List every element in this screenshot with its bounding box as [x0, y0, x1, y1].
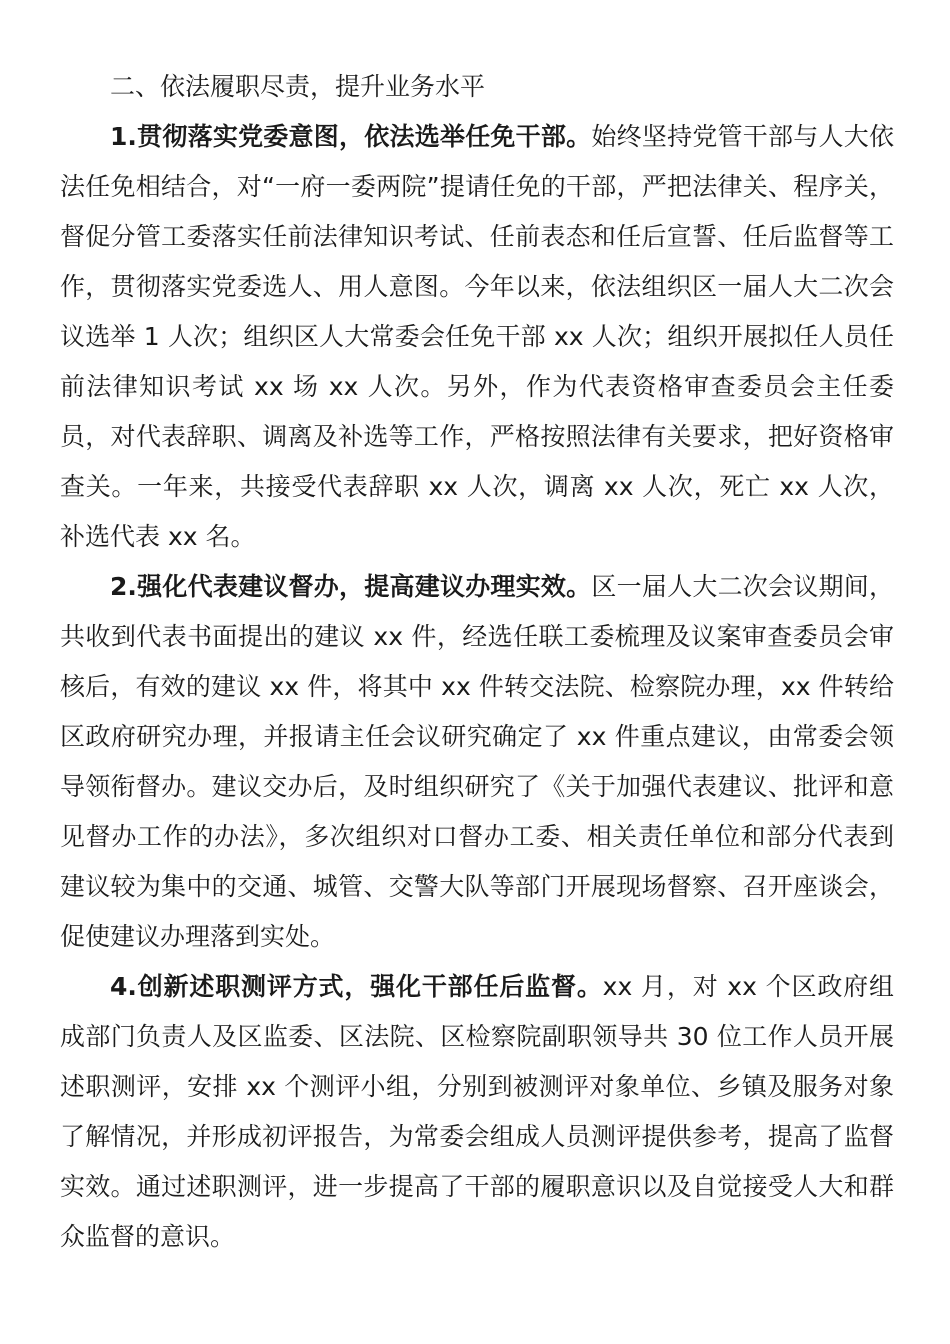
paragraph-3-lead: 4.创新述职测评方式，强化干部任后监督。: [110, 972, 603, 1001]
document-page: [60, 62, 894, 1262]
section-heading: 二、依法履职尽责，提升业务水平: [110, 72, 486, 101]
paragraph-3: [60, 962, 894, 1262]
paragraph-1-body: 始终坚持党管干部与人大依法任免相结合，对“一府一委两院”提请任免的干部，严把法律关、程序关，督促分管工委落实任前法律知识考试、任前表态和任后宣誓、任后监督等工作，贯彻落实党委选人、用人意图。今年以来，依法组织区一届人大二次会议选举 1 人次；组织区人大常委会任免干部 xx 人次；组织开展拟任人员任前法律知识考试 xx 场 xx 人次。另外，作为代表资格审查委员会主任委员，对代表辞职、调离及补选等工作，严格按照法律有关要求，把好资格审查关。一年来，共接受代表辞职 xx 人次，调离 xx 人次，死亡 xx 人次，补选代表 xx 名。: [60, 122, 894, 551]
paragraph-1: [60, 112, 894, 562]
paragraph-1-lead: 1.贯彻落实党委意图，依法选举任免干部。: [110, 122, 592, 151]
paragraph-2-lead: 2.强化代表建议督办，提高建议办理实效。: [110, 572, 592, 601]
paragraph-2-body: 区一届人大二次会议期间，共收到代表书面提出的建议 xx 件，经选任联工委梳理及议案审查委员会审核后，有效的建议 xx 件，将其中 xx 件转交法院、检察院办理，xx 件转给区政府研究办理，并报请主任会议研究确定了 xx 件重点建议，由常委会领导领衔督办。建议交办后，及时组织研究了《关于加强代表建议、批评和意见督办工作的办法》，多次组织对口督办工委、相关责任单位和部分代表到建议较为集中的交通、城管、交警大队等部门开展现场督察、召开座谈会，促使建议办理落到实处。: [60, 572, 894, 951]
paragraph-3-body: xx 月，对 xx 个区政府组成部门负责人及区监委、区法院、区检察院副职领导共 30 位工作人员开展述职测评，安排 xx 个测评小组，分别到被测评对象单位、乡镇及服务对象了解情况，并形成初评报告，为常委会组成人员测评提供参考，提高了监督实效。通过述职测评，进一步提高了干部的履职意识以及自觉接受人大和群众监督的意识。: [60, 972, 894, 1251]
paragraph-2: [60, 562, 894, 962]
